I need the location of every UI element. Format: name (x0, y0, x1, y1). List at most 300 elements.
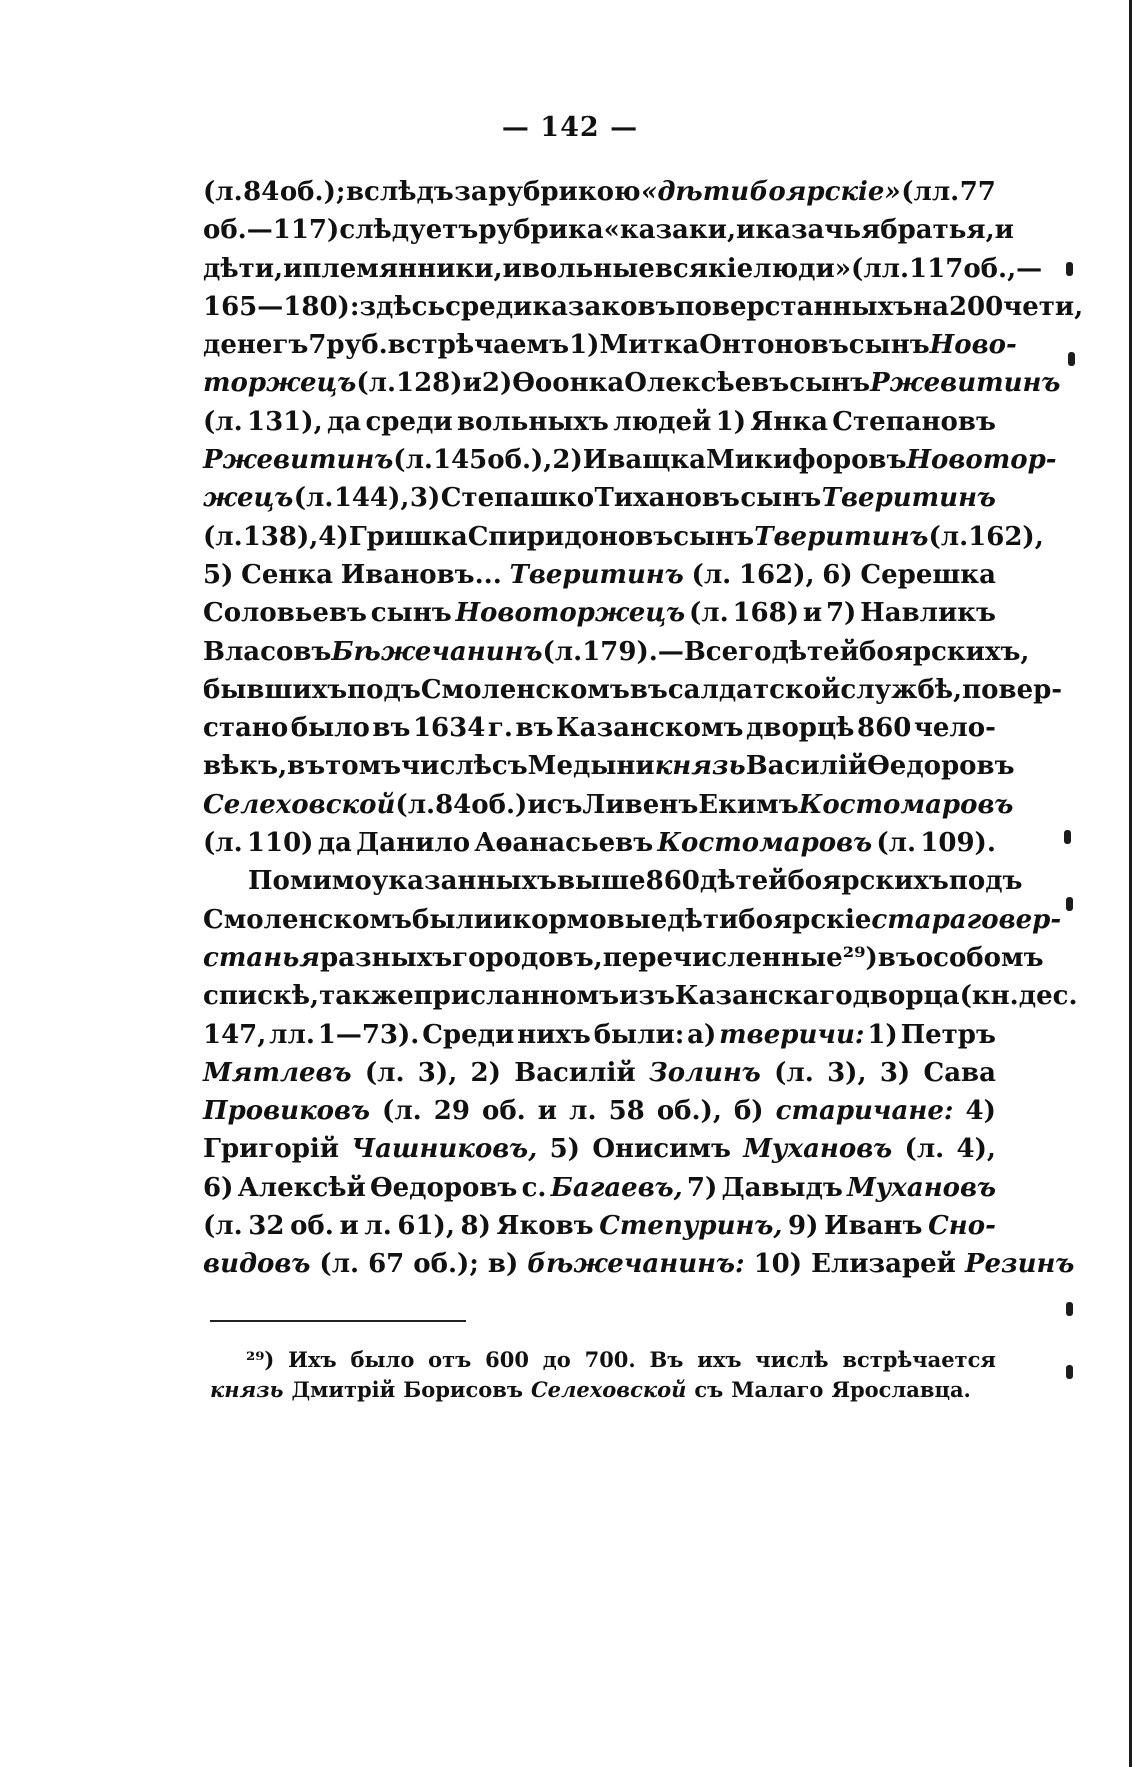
text-word: Сенка (241, 559, 334, 590)
footnote-word: Ярославца. (831, 1377, 971, 1402)
text-word: указанныхъ (371, 866, 557, 897)
text-word: 4) (318, 521, 349, 552)
text-word: людей (613, 406, 712, 437)
text-word: Ржевитинъ (870, 368, 1061, 399)
main-text (203, 173, 1084, 1284)
text-word: 6) (203, 1172, 234, 1203)
text-word: въ (287, 751, 326, 782)
text-word: боярскіе (738, 904, 872, 935)
text-word: 7) (686, 1172, 718, 1203)
text-word: (л. (203, 521, 243, 552)
text-word: въ (372, 713, 411, 744)
text-word: среди (365, 406, 453, 437)
text-word: братья, (880, 215, 995, 246)
text-word: 3), (417, 1057, 458, 1088)
text-word: Григорій (203, 1134, 340, 1165)
margin-mark (1064, 830, 1071, 844)
text-word: Степашко (440, 483, 595, 514)
text-word: было (290, 713, 370, 744)
text-word: числѣ (401, 751, 492, 782)
text-word: подъ (948, 866, 1023, 897)
text-word: 2) (552, 445, 583, 476)
text-word: Провиковъ (203, 1096, 370, 1127)
footnote-divider (210, 1320, 466, 1322)
footnote-line (210, 1375, 996, 1405)
text-word: (л. (203, 1211, 243, 1242)
text-word: Иващка (582, 445, 706, 476)
text-word: дѣтей (771, 636, 859, 667)
text-word: Тихановъ (594, 483, 740, 514)
text-word: особомъ (915, 942, 1044, 973)
text-word: торжецъ (203, 368, 357, 399)
text-word: Олексѣевъ (624, 368, 790, 399)
text-word: 117 (909, 253, 964, 284)
text-word: ²⁹) (842, 942, 878, 973)
margin-mark (1066, 897, 1073, 911)
text-line (203, 441, 1057, 479)
text-line (203, 479, 996, 517)
footnote-line (210, 1345, 996, 1375)
text-word: чело- (913, 713, 996, 744)
text-word: (л. (876, 828, 917, 859)
text-line (203, 1092, 996, 1130)
text-word: об.), (487, 445, 553, 476)
text-word: сынъ (370, 598, 452, 629)
text-word: об.,— (963, 253, 1043, 284)
text-line (203, 747, 1015, 785)
text-word: Новоторжецъ (455, 598, 686, 629)
text-word: изъ (619, 981, 675, 1012)
text-word: 77 (959, 177, 996, 207)
text-line (203, 326, 1017, 364)
footnote-word: Въ (649, 1347, 684, 1372)
text-word: л. (364, 1211, 392, 1242)
text-word: и (802, 598, 823, 629)
text-word: боярскихъ, (858, 636, 1030, 667)
text-word: и (283, 253, 303, 284)
text-word: въ (629, 674, 668, 705)
text-word: старичане: (775, 1096, 954, 1127)
text-word: да (317, 828, 352, 859)
text-word: денегъ (203, 330, 309, 361)
text-word: об.), (656, 1096, 722, 1127)
text-line (203, 1169, 996, 1207)
text-word: кормовые (512, 904, 668, 935)
text-word: Помимо (248, 866, 372, 897)
text-word: 147, (203, 1019, 267, 1050)
text-word: казачья (755, 215, 881, 246)
text-word: дѣтей (699, 866, 788, 897)
text-word: 1) (569, 330, 600, 361)
text-word: повер- (962, 674, 1063, 705)
text-word: дѣти (667, 904, 739, 935)
text-word: поверстанныхъ (675, 291, 914, 322)
text-word: Степановъ (832, 406, 996, 437)
footnote-word: отъ (428, 1347, 472, 1372)
text-word: 67 (368, 1249, 405, 1280)
text-word: казаковъ (532, 291, 676, 322)
text-word: дворцѣ (746, 713, 855, 744)
text-word: Ржевитинъ (203, 445, 394, 476)
text-word: (л. (691, 559, 732, 590)
text-line (203, 862, 1023, 900)
text-word: Ѳедоровъ (369, 1172, 518, 1203)
margin-mark (1066, 1365, 1073, 1379)
text-word: 5) (203, 559, 234, 590)
footnotes (210, 1345, 996, 1405)
text-word: Митка (599, 330, 700, 361)
text-word: 162), (738, 559, 815, 590)
text-line (203, 786, 1014, 824)
text-line (203, 1016, 996, 1054)
text-word: 58 (608, 1096, 645, 1127)
text-word: (кн. (959, 981, 1019, 1012)
text-word: городовъ, (452, 942, 603, 973)
text-word: сынъ (789, 368, 871, 399)
text-word: люди» (753, 253, 852, 284)
text-word: Костомаровъ (798, 789, 1014, 820)
text-word: 7) (825, 598, 857, 629)
text-word: (л. (203, 828, 243, 859)
text-word: Золинъ (648, 1057, 761, 1088)
text-word: 2) (470, 1057, 501, 1088)
text-word: рубрика (478, 215, 604, 246)
text-word: Ивановъ... (340, 559, 502, 590)
text-word: выше (556, 866, 646, 897)
text-word: среди (445, 291, 533, 322)
text-word: 1) (867, 1019, 898, 1050)
margin-mark (1068, 352, 1075, 366)
text-word: 61), (397, 1211, 455, 1242)
footnote-word: 700. (584, 1347, 636, 1372)
text-word: въ (877, 942, 916, 973)
text-word: (л. (774, 1057, 814, 1088)
text-word: томъ (325, 751, 402, 782)
text-word: 10) (753, 1249, 803, 1280)
text-line (203, 709, 996, 747)
text-word: (л. (364, 1057, 405, 1088)
text-word: Ливенъ (582, 789, 699, 820)
text-word: на (913, 291, 949, 322)
text-word: подъ (347, 674, 421, 705)
text-word: рубрикою (488, 177, 641, 207)
text-line (203, 1054, 996, 1092)
text-word: были (412, 904, 494, 935)
text-word: племянники, (302, 253, 503, 284)
text-word: Давыдъ (721, 1172, 843, 1203)
text-word: разныхъ (320, 942, 453, 973)
text-line (203, 1245, 1075, 1283)
text-word: руб. (326, 330, 388, 361)
text-word: (л. (395, 789, 436, 820)
text-word: об.); (279, 177, 346, 207)
text-word: Казанскомъ (556, 713, 744, 744)
text-word: вольныхъ (456, 406, 609, 437)
text-word: встрѣчаемъ (387, 330, 570, 361)
text-word: Медыни (527, 751, 655, 782)
text-word: перечисленные (602, 942, 843, 973)
text-word: (л. (356, 368, 396, 399)
text-word: сынъ (740, 483, 822, 514)
text-word: Навликъ (860, 598, 996, 629)
text-line (203, 288, 1084, 326)
text-word: вер- (998, 904, 1062, 935)
text-word: бѣжечанинъ: (527, 1249, 745, 1280)
text-word: об. (482, 1096, 526, 1127)
text-word: 4), (956, 1134, 996, 1165)
footnote-word: Селеховской (530, 1377, 687, 1402)
text-word: 145 (432, 445, 488, 476)
text-word: и (527, 789, 547, 820)
text-word: (л. (393, 445, 433, 476)
text-word: (л. (904, 1134, 945, 1165)
text-word: чети, (1003, 291, 1084, 322)
text-word: дворца (852, 981, 960, 1012)
text-word: (л. (203, 177, 243, 207)
text-word: б) (733, 1096, 764, 1127)
text-word: 8) (460, 1211, 491, 1242)
text-word: Казанскаго (674, 981, 853, 1012)
text-word: (л. (293, 483, 334, 514)
footnote-word: числѣ (755, 1347, 829, 1372)
text-word: съ (491, 751, 528, 782)
text-word: Среди (422, 1019, 515, 1050)
text-line (203, 671, 1063, 709)
text-word: дѣти, (203, 253, 284, 284)
text-word: в) (487, 1249, 519, 1280)
text-word: также (319, 981, 414, 1012)
text-word: стано (203, 713, 289, 744)
text-word: 179).—Всего (582, 636, 772, 667)
text-word: слѣдуетъ (339, 215, 479, 246)
text-word: 84 (243, 177, 280, 207)
text-word: видовъ (203, 1249, 311, 1280)
text-word: сынъ (848, 330, 930, 361)
text-word: 6) (822, 559, 853, 590)
text-word: 1) (715, 406, 747, 437)
footnote-word: Борисовъ (403, 1377, 523, 1402)
text-line (203, 1130, 996, 1168)
text-word: Костомаровъ (657, 828, 873, 859)
text-word: 860 (857, 713, 912, 744)
text-word: Аѳанасьевъ (474, 828, 654, 859)
footnote-word: было (350, 1347, 415, 1372)
text-word: сынъ (673, 521, 755, 552)
text-word: Сава (923, 1057, 996, 1088)
text-word: 138), (242, 521, 319, 552)
text-word: вольные (521, 253, 655, 284)
footnote-word: Ихъ (288, 1347, 337, 1372)
text-word: Яковъ (496, 1211, 594, 1242)
text-word: 5) (549, 1134, 580, 1165)
text-word: а) (687, 1019, 717, 1050)
text-word: станья (203, 942, 320, 973)
text-word: бывшихъ (203, 674, 348, 705)
text-word: «казаки, (603, 215, 737, 246)
text-word: Тверитинъ (754, 521, 929, 552)
text-word: Смоленскомъ (420, 674, 630, 705)
text-word: боярскихъ (787, 866, 949, 897)
text-word: Василій (514, 1057, 636, 1088)
text-word: об. (290, 1211, 334, 1242)
footnote-word: 600 (485, 1347, 529, 1372)
text-line (203, 633, 1030, 671)
text-word: были: (593, 1019, 685, 1050)
margin-mark (1066, 262, 1073, 276)
text-word: дес. (1018, 981, 1078, 1012)
text-line (203, 518, 1044, 556)
text-word: вѣкъ, (203, 751, 288, 782)
text-word: князь (654, 751, 746, 782)
text-word: и (462, 368, 482, 399)
footnote-word: князь (210, 1377, 284, 1402)
text-word: за (454, 177, 488, 207)
text-line (203, 594, 996, 632)
text-word: Серешка (860, 559, 996, 590)
text-word: съ (546, 789, 583, 820)
text-word: Тверитинъ (821, 483, 996, 514)
text-word: 168) (732, 598, 800, 629)
text-word: службѣ, (840, 674, 963, 705)
text-word: Петръ (900, 1019, 996, 1050)
text-line (203, 250, 1043, 288)
text-word: и (502, 253, 522, 284)
text-word: Гришка (348, 521, 468, 552)
text-word: 165—180): (203, 291, 360, 322)
text-word: Данило (356, 828, 471, 859)
text-word: 3) (879, 1057, 911, 1088)
text-word: Мухановъ (847, 1172, 996, 1203)
text-word: Онисимъ (592, 1134, 731, 1165)
text-line (203, 977, 1078, 1015)
text-word: Чашниковъ, (351, 1134, 538, 1165)
text-word: 110) (246, 828, 314, 859)
footnote-word: встрѣчается (842, 1347, 996, 1372)
text-word: (л. (928, 521, 969, 552)
footnote-word: ²⁹) (246, 1347, 275, 1372)
text-word: об.) (471, 789, 528, 820)
text-word: 3) (409, 483, 441, 514)
text-word: Янка (750, 406, 828, 437)
text-word: Тверитинъ (509, 559, 684, 590)
text-word: и (493, 904, 513, 935)
text-word: 860 (645, 866, 700, 897)
text-word: всякіе (654, 253, 754, 284)
text-word: об.—117) (203, 215, 340, 246)
page-edge-rule (1129, 0, 1132, 1767)
text-word: вслѣдъ (345, 177, 454, 207)
text-word: Бѣжечанинъ (331, 636, 543, 667)
text-word: стараго (871, 904, 999, 935)
text-word: об.); (413, 1249, 479, 1280)
text-word: 2) (481, 368, 513, 399)
text-word: Василій (745, 751, 868, 782)
text-word: спискѣ, (203, 981, 320, 1012)
text-word: здѣсь (359, 291, 446, 322)
footnote-word: съ (694, 1377, 724, 1402)
text-line (203, 403, 996, 441)
text-word: (л. (542, 636, 583, 667)
text-word: 29 (433, 1096, 470, 1127)
text-word: (л. (203, 406, 243, 437)
text-word: Сно- (928, 1211, 996, 1242)
text-word: (лл. (901, 177, 960, 207)
text-word: жецъ (203, 483, 294, 514)
text-word: Алексѣй (237, 1172, 366, 1203)
text-word: 7 (308, 330, 327, 361)
text-line (203, 939, 1044, 977)
text-line (203, 824, 996, 862)
text-line (203, 211, 1014, 249)
text-word: и (736, 215, 756, 246)
text-word: 84 (435, 789, 472, 820)
text-word: въ (515, 713, 554, 744)
text-word: Соловьевъ (203, 598, 367, 629)
text-line (203, 901, 1062, 939)
text-word: и (537, 1096, 558, 1127)
text-word: Мятлевъ (203, 1057, 352, 1088)
text-word: Ѳедоровъ (867, 751, 1015, 782)
text-word: 109). (920, 828, 996, 859)
text-word: Ново- (929, 330, 1017, 361)
text-word: Спиридоновъ (467, 521, 674, 552)
text-word: Елизарей (811, 1249, 956, 1280)
text-word: 1634 (412, 713, 486, 744)
text-line (203, 556, 996, 594)
text-word: 9) (788, 1211, 819, 1242)
text-word: Резинъ (964, 1249, 1075, 1280)
text-word: салдатской (667, 674, 841, 705)
text-word: 128) (396, 368, 463, 399)
text-word: (лл. (851, 253, 910, 284)
text-word: 3), (827, 1057, 867, 1088)
text-word: тверичи: (719, 1019, 865, 1050)
text-word: боярскіе» (749, 177, 901, 207)
footnote-word: ихъ (697, 1347, 742, 1372)
text-line (203, 173, 996, 211)
footnote-word: Дмитрій (291, 1377, 396, 1402)
text-word: Смоленскомъ (203, 904, 413, 935)
text-word: и (339, 1211, 359, 1242)
text-word: присланномъ (413, 981, 620, 1012)
text-line (203, 1207, 996, 1245)
text-word: Новотор- (906, 445, 1057, 476)
text-word: Екимъ (698, 789, 799, 820)
text-word: Иванъ (824, 1211, 923, 1242)
text-word: Ѳоонка (512, 368, 625, 399)
text-word: Степуринъ, (599, 1211, 783, 1242)
text-word: (л. (319, 1249, 360, 1280)
text-word: 200 (948, 291, 1004, 322)
text-word: 32 (248, 1211, 285, 1242)
text-word: Микифоровъ (706, 445, 907, 476)
text-word: Власовъ (203, 636, 332, 667)
text-word: 131), (247, 406, 323, 437)
text-word: 4) (965, 1096, 996, 1127)
text-word: лл. (269, 1019, 315, 1050)
text-word: Багаевъ, (550, 1172, 683, 1203)
margin-mark (1066, 1302, 1073, 1316)
page-number: — 142 — (501, 112, 639, 143)
text-word: л. (569, 1096, 597, 1127)
text-word: Селеховской (203, 789, 396, 820)
text-word: 162), (968, 521, 1044, 552)
text-word: да (326, 406, 362, 437)
text-word: (л. (688, 598, 729, 629)
text-word: 1—73). (317, 1019, 420, 1050)
text-word: и (994, 215, 1014, 246)
text-word: с. (521, 1172, 547, 1203)
